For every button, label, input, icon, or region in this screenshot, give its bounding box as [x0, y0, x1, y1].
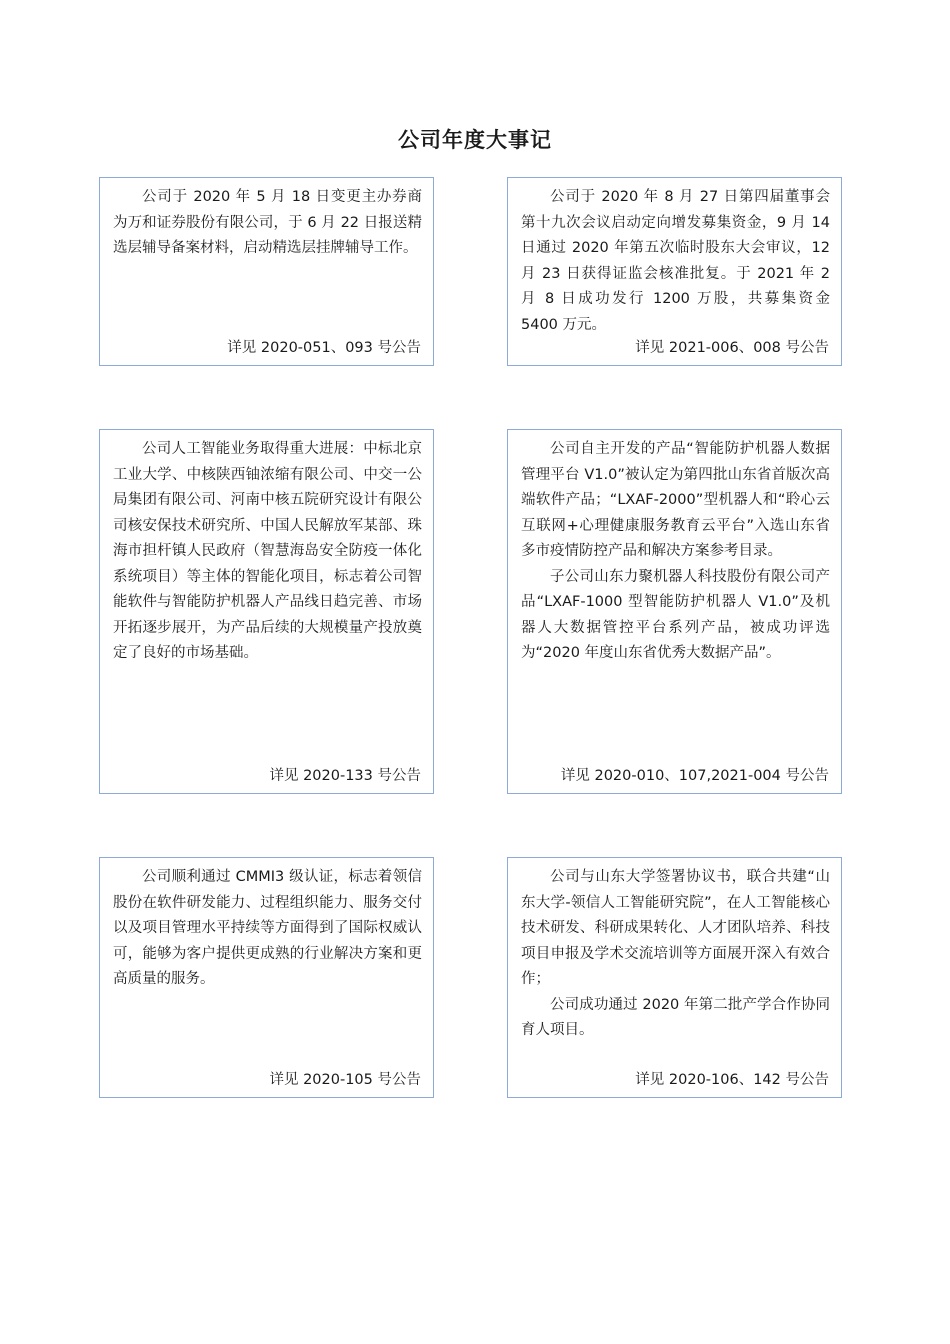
event-box-cmsa-change — [99, 177, 434, 366]
announcement-reference: 详见 2020-133 号公告 — [269, 768, 421, 784]
event-box-private-placement — [507, 177, 842, 366]
announcement-reference: 详见 2021-006、008 号公告 — [635, 340, 829, 356]
announcement-reference: 详见 2020-010、107,2021-004 号公告 — [560, 768, 829, 784]
event-box-university-cooperation — [507, 857, 842, 1098]
event-paragraph: 公司自主开发的产品“智能防护机器人数据管理平台 V1.0”被认定为第四批山东省首版次高端软件产品；“LXAF-2000”型机器人和“聆心云互联网+心理健康服务教育云平台”入选山东省多市疫情防控产品和解决方案参考目录。 — [521, 441, 830, 559]
announcement-reference: 详见 2020-106、142 号公告 — [635, 1072, 829, 1088]
event-paragraph: 子公司山东力聚机器人科技股份有限公司产品“LXAF-1000 型智能防护机器人 V1.0”及机器人大数据管控平台系列产品，被成功评选为“2020 年度山东省优秀大数据产品”。 — [521, 568, 830, 661]
event-body — [521, 185, 830, 338]
event-box-ai-business — [99, 429, 434, 794]
event-paragraph: 公司与山东大学签署协议书，联合共建“山东大学-领信人工智能研究院”，在人工智能核心技术研发、科研成果转化、人才团队培养、科技项目申报及学术交流培训等方面展开深入有效合作； — [521, 869, 830, 987]
announcement-reference: 详见 2020-105 号公告 — [269, 1072, 421, 1088]
event-box-product-awards — [507, 429, 842, 794]
page-title: 公司年度大事记 — [398, 128, 552, 152]
event-paragraph: 公司人工智能业务取得重大进展：中标北京工业大学、中核陕西铀浓缩有限公司、中交一公局集团有限公司、河南中核五院研究设计有限公司核安保技术研究所、中国人民解放军某部、珠海市担杆镇人民政府（智慧海岛安全防疫一体化系统项目）等主体的智能化项目，标志着公司智能软件与智能防护机器人产品线日趋完善、市场开拓逐步展开，为产品后续的大规模量产投放奠定了良好的市场基础。 — [113, 441, 422, 661]
event-box-cmmi3 — [99, 857, 434, 1098]
event-body — [113, 185, 422, 262]
event-body — [113, 865, 422, 993]
event-paragraph: 公司顺利通过 CMMI3 级认证，标志着领信股份在软件研发能力、过程组织能力、服务交付以及项目管理水平持续等方面得到了国际权威认可，能够为客户提供更成熟的行业解决方案和更高质量的服务。 — [113, 869, 422, 987]
event-paragraph: 公司成功通过 2020 年第二批产学合作协同育人项目。 — [521, 996, 830, 1038]
event-body — [113, 437, 422, 667]
event-paragraph: 公司于 2020 年 5 月 18 日变更主办券商为万和证券股份有限公司，于 6 月 22 日报送精选层辅导备案材料，启动精选层挂牌辅导工作。 — [113, 189, 422, 256]
event-paragraph: 公司于 2020 年 8 月 27 日第四届董事会第十九次会议启动定向增发募集资金，9 月 14 日通过 2020 年第五次临时股东大会审议，12 月 23 日获得证监会核准批复。于 2021 年 2 月 8 日成功发行 1200 万股，共募集资金 5400 万元。 — [521, 189, 830, 333]
event-body — [521, 865, 830, 1044]
event-body — [521, 437, 830, 667]
announcement-reference: 详见 2020-051、093 号公告 — [227, 340, 421, 356]
